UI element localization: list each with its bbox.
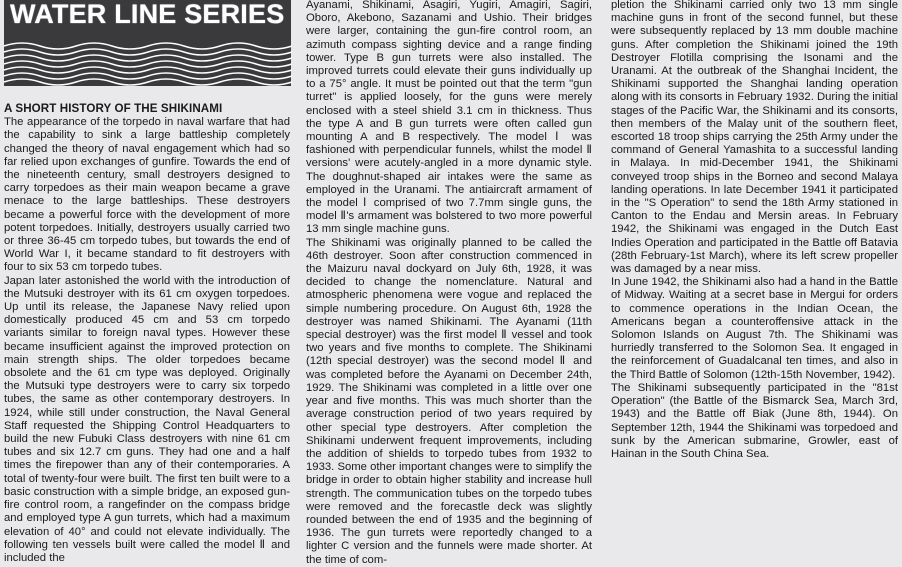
paragraph: Ayanami, Shikinami, Asagiri, Yugiri, Amagiri, Sagiri, Oboro, Akebono, Sazanami and Ushio. Their bridges were larger, containing the gun-fire control room, an azimuth compass sighting device and a range finding tower. Type B gun turrets were also installed. The improved turrets could elevate their guns individually up to a 75° angle. It must be pointed out that the term "gun turret" is applied loosely, for the guns were merely enclosed with a steel shield 3.1 cm in thickness. Thus the type A and B gun turrets were often called gun mounting A and B respectively. The model Ⅰ was fashioned with perpendicular funnels, whilst the model Ⅱ versions' were acutely-angled in a more dynamic style. The doughnut-shaped air intakes were the same as employed in the Uranami. The antiaircraft armament of the model Ⅰ comprised of two 7.7mm single guns, the model Ⅱ's armament was bolstered to two more powerful 13 mm single machine guns. — [306, 0, 592, 236]
water-line-series-logo — [4, 0, 291, 86]
article-heading: A SHORT HISTORY OF THE SHIKINAMI — [4, 102, 223, 115]
paragraph: The appearance of the torpedo in naval warfare that had the capability to sink a large battleship completely changed the theory of naval engagement which had so far relied upon exchanges of gunfire. Towards the end of the nineteenth century, small destroyers designed to carry torpedoes as their main weapon became a grave menace to the large battleships. These destroyers became a powerful force with the development of more potent torpedoes. Initially, destroyers usually carried two or three 36-45 cm torpedo tubes, but towards the end of World War I, it became standard to fit destroyers with four to six 53 cm torpedo tubes. — [4, 116, 290, 274]
paragraph: Japan later astonished the world with the introduction of the Mutsuki destroyer with its 61 cm oxygen torpedoes. Up until its release, the Japanese Navy relied upon domestically produced 45 cm and 53 cm torpedo variants similar to foreign naval types. However these became insufficient against the improved protection on main strength ships. The older torpedoes became obsolete and the 61 cm type was deployed. Originally the Mutsuki type destroyers were to carry six torpedo tubes, the same as other contemporary destroyers. In 1924, while still under construction, the Naval General Staff requested the Shipping Control Headquarters to build the new Fubuki Class destroyers with nine 61 cm tubes and six 12.7 cm guns. They had one and a half times the firepower than any of their contemporaries. A total of twenty-four were built. The first ten built were to a basic construction with a simple bridge, an exposed gun-fire control room, a rangefinder on the compass bridge and employed type A gun turrets, which had a maximum elevation of 40° and could not elevate individually. The following ten vessels built were called the model Ⅱ and included the — [4, 274, 290, 564]
paragraph: The Shikinami was originally planned to be called the 46th destroyer. Soon after construction commenced in the Maizuru naval dockyard on July 6th, 1928, it was decided to change the nomenclature. Natural and atmospheric phenomena were vogue and replaced the simple numbering procedure. On August 6th, 1928 the destroyer was named Shikinami. The Ayanami (11th special destroyer) was the first model Ⅱ vessel and took two years and five months to complete. The Shikinami (12th special destroyer) was the second model Ⅱ and was completed before the Ayanami on December 24th, 1929. The Shikinami was completed in a little over one year and five months. This was much shorter than the average construction period of two years required by other special type destroyers. After completion the Shikinami underwent frequent improvements, including the addition of shields to torpedo tubes from 1932 to 1933. Some other important changes were to simplify the bridge in order to obtain higher stability and increase hull strength. The communication tubes on the torpedo tubes were removed and the forecastle deck was slightly rounded between the end of 1935 and the beginning of 1936. The gun turrets were reportedly changed to a lighter C version and the funnels were made shorter. At the time of com- — [306, 236, 592, 566]
text-column-1 — [4, 0, 290, 564]
text-column-3 — [611, 0, 898, 559]
waves-icon — [4, 40, 291, 86]
paragraph: The Shikinami subsequently participated in the "81st Operation" (the Battle of the Bismarck Sea, March 3rd, 1943) and the Battle off Biak (June 8th, 1944). On September 12th, 1944 the Shikinami was torpedoed and sunk by the American submarine, Growler, east of Hainan in the South China Sea. — [611, 381, 898, 460]
paragraph: In June 1942, the Shikinami also had a hand in the Battle of Midway. Waiting at a secret base in Mergui for orders to commence operations in the Indian Ocean, the Americans began a counteroffensive attack in the Solomon Islands on August 7th. The Shikinami was hurriedly transferred to the Solomon Sea. It engaged in the reinforcement of Guadalcanal ten times, and also in the Third Battle of Solomon (12th-15th November, 1942). — [611, 276, 898, 381]
series-title: WATER LINE SERIES — [10, 0, 285, 29]
paragraph: pletion the Shikinami carried only two 13 mm single machine guns in front of the second funnel, but these were subsequently replaced by 13 mm double machine guns. After completion the Shikinami joined the 19th Destroyer Flotilla comprising the Isonami and the Uranami. At the outbreak of the Shanghai Incident, the Shikinami supported the Shanghai landing operation along with its consorts in February 1932. During the initial stages of the Pacific War, the Shikinami and its consorts, then members of the Malay unit of the southern fleet, escorted 18 troop ships carrying the 25th Army under the command of General Yamashita to a successful landing in Malaya. In mid-December 1941, the Shikinami conveyed troop ships in the Borneo and second Malaya landing operations. In late December 1941 it participated in the "S Operation" to send the 18th Army stationed in Canton to the Endau and Mersin areas. In February 1942, the Shikinami was engaged in the Dutch East Indies Operation and participated in the Battle off Batavia (28th February-1st March), where its left screw propeller was damaged by a near miss. — [611, 0, 898, 276]
text-column-2 — [306, 0, 592, 566]
